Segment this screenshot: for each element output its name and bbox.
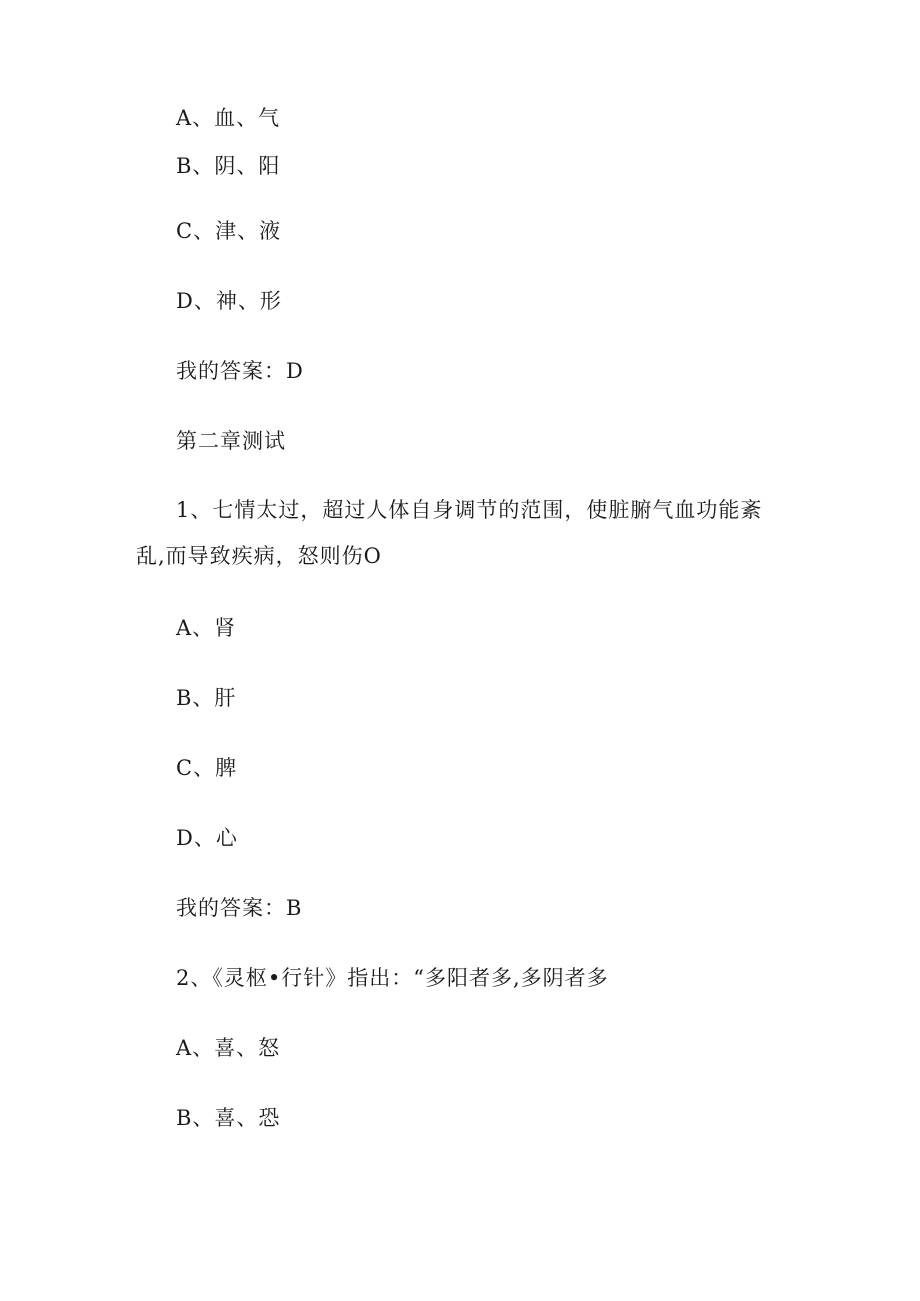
answer-text: 我的答案：B <box>176 896 303 920</box>
answer-text: 我的答案：D <box>176 359 304 383</box>
option-c: C、津、液 <box>176 219 282 243</box>
option-b: B、肝 <box>176 686 237 710</box>
question-text: 1、七情太过，超过人体自身调节的范围，使脏腑气血功能紊乱,而导致疾病，怒则伤O <box>136 498 763 568</box>
question-text: 2、《灵枢•行针》指出：“多阳者多,多阴者多 <box>176 966 609 990</box>
option-d: D、神、形 <box>176 289 282 313</box>
option-b: B、阴、阳 <box>176 154 281 178</box>
option-b: B、喜、恐 <box>176 1106 281 1130</box>
option-c: C、脾 <box>176 756 238 780</box>
chapter-title: 第二章测试 <box>176 429 286 453</box>
option-a: A、喜、怒 <box>176 1036 281 1060</box>
option-d: D、心 <box>176 826 238 850</box>
option-a: A、肾 <box>176 616 237 640</box>
option-a: A、血、气 <box>176 106 281 130</box>
